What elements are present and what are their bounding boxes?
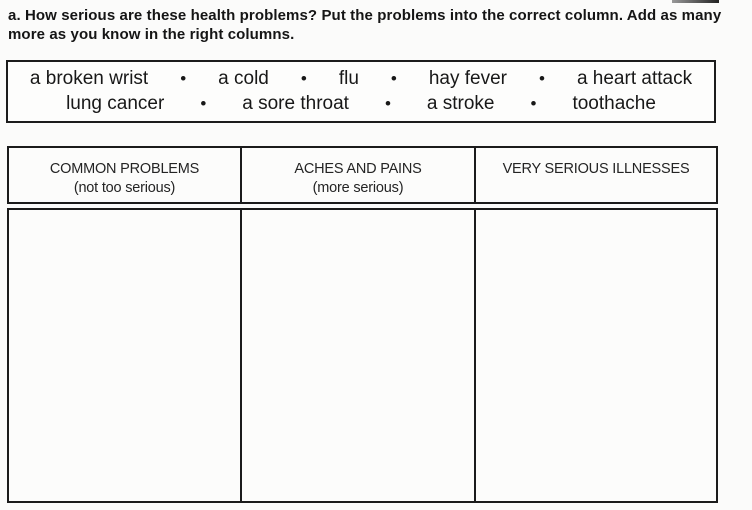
- word-bank-item: toothache: [572, 93, 656, 114]
- instruction-line-1: a. How serious are these health problems? Put the problems into the correct column. Add as many: [8, 7, 722, 24]
- word-bank-item: a cold: [218, 68, 269, 89]
- bullet-separator: •: [180, 69, 187, 88]
- table-cell-very-serious-illnesses: [476, 210, 716, 501]
- table-cell-aches-and-pains: [242, 210, 476, 501]
- word-bank-item: lung cancer: [66, 93, 165, 114]
- table-header-common-problems: [9, 148, 242, 202]
- scan-artifact-line: [672, 0, 719, 3]
- column-title: COMMON PROBLEMS: [49, 161, 200, 177]
- instruction-line-2: more as you know in the right columns.: [8, 26, 295, 43]
- word-bank-item: a heart attack: [576, 68, 693, 89]
- sorting-table-body: [7, 208, 718, 503]
- bullet-separator: •: [200, 94, 207, 113]
- table-header-aches-and-pains: [242, 148, 476, 202]
- bullet-separator: •: [530, 94, 537, 113]
- word-bank-box: [6, 60, 716, 123]
- table-header-very-serious-illnesses: [476, 148, 716, 202]
- word-bank-row: [8, 67, 714, 91]
- word-bank-item: flu: [338, 68, 359, 89]
- exercise-instructions: [8, 6, 744, 44]
- bullet-separator: •: [384, 94, 391, 113]
- sorting-table-header: [7, 146, 718, 204]
- column-title: ACHES AND PAINS: [294, 161, 422, 177]
- word-bank-item: a broken wrist: [29, 68, 149, 89]
- table-cell-common-problems: [9, 210, 242, 501]
- word-bank-item: hay fever: [428, 68, 507, 89]
- column-title: VERY SERIOUS ILLNESSES: [502, 161, 690, 177]
- bullet-separator: •: [300, 69, 307, 88]
- word-bank-row: [8, 92, 714, 116]
- column-subtitle: (not too serious): [73, 180, 176, 196]
- word-bank-item: a sore throat: [242, 93, 349, 114]
- word-bank-item: a stroke: [426, 93, 495, 114]
- bullet-separator: •: [539, 69, 545, 88]
- column-subtitle: (more serious): [312, 180, 404, 196]
- bullet-separator: •: [390, 69, 397, 88]
